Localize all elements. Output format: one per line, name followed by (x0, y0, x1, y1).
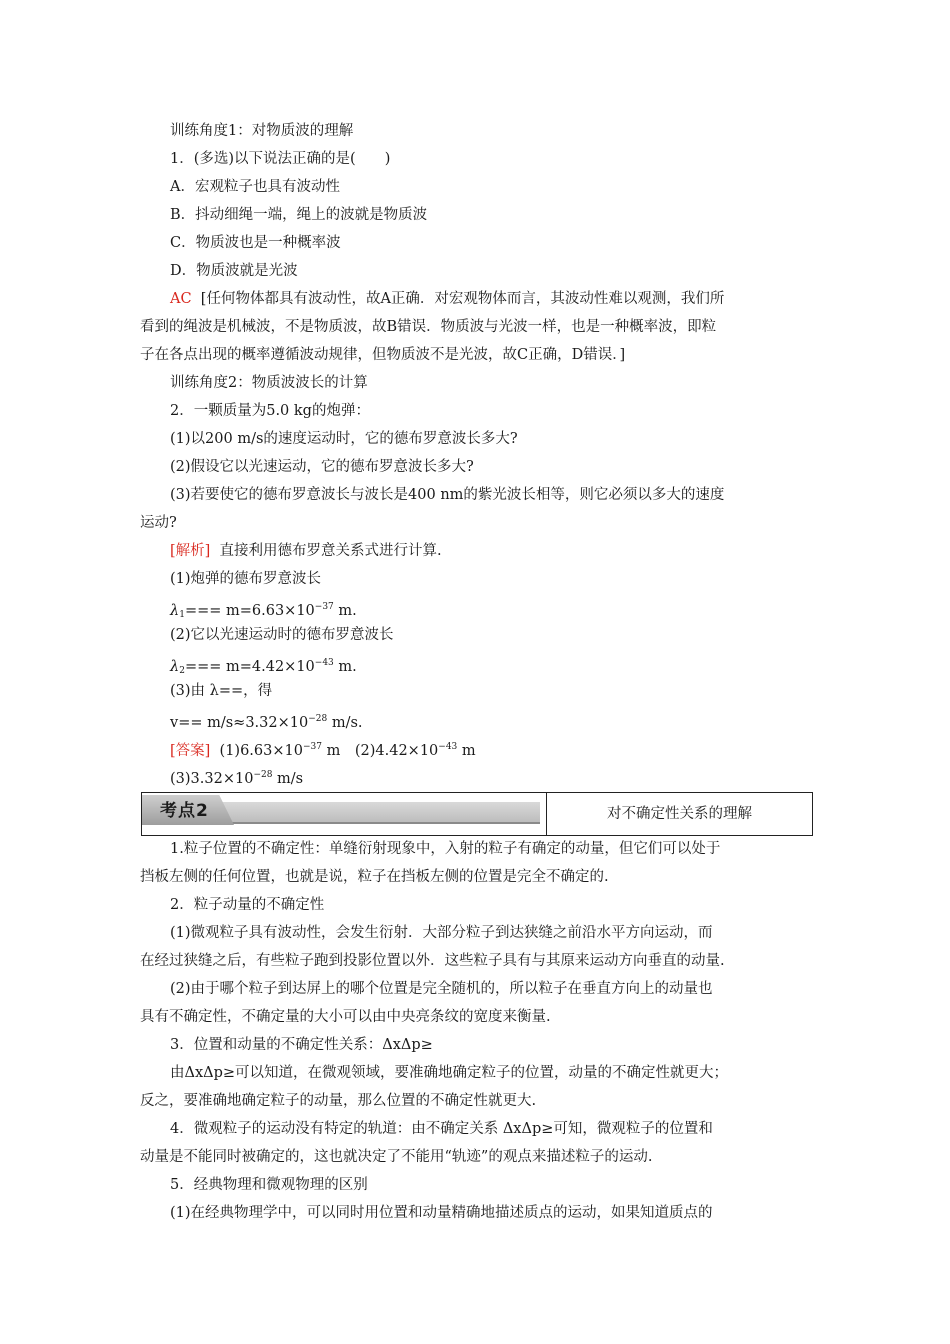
answer-line-2 (140, 762, 850, 788)
subscript: 2 (179, 666, 185, 676)
solution-step-1: (1)炮弹的德布罗意波长 (170, 571, 322, 587)
analysis-text: 直接利用德布罗意关系式进行计算. (219, 543, 442, 559)
answer-text: m (2)4.42×10 (321, 743, 439, 759)
question-1-option-b: B．抖动细绳一端，绳上的波就是物质波 (170, 207, 428, 223)
analysis-tag: [解析] (170, 543, 211, 559)
formula-text: v== m/s≈3.32×10 (170, 715, 309, 731)
lambda-2-formula (140, 650, 850, 676)
unit-text: m. (333, 659, 357, 675)
question-2-stem: 2．一颗质量为5.0 kg的炮弹： (170, 403, 370, 419)
question-2-part-2: (2)假设它以光速运动，它的德布罗意波长多大? (170, 459, 474, 475)
exponent: −43 (314, 658, 334, 668)
point-5-heading: 5．经典物理和微观物理的区别 (170, 1177, 368, 1193)
solution-step-3: (3)由 λ==，得 (170, 683, 273, 699)
unit-text: m (457, 743, 476, 759)
point-2-2-line-2: 具有不确定性，不确定量的大小可以由中央亮条纹的宽度来衡量. (140, 1009, 551, 1025)
answer-key: AC (170, 291, 192, 307)
velocity-formula (140, 706, 850, 732)
answer-tag: [答案] (170, 743, 211, 759)
question-1-explanation-line-3: 子在各点出现的概率遵循波动规律，但物质波不是光波，故C正确，D错误．] (140, 347, 626, 363)
point-2-1-line-2: 在经过狭缝之后，有些粒子跑到投影位置以外．这些粒子具有与其原来运动方向垂直的动量. (140, 953, 725, 969)
question-2-part-3-line-1: (3)若要使它的德布罗意波长与波长是400 nm的紫光波长相等，则它必须以多大的速度 (170, 487, 725, 503)
question-2-part-1: (1)以200 m/s的速度运动时，它的德布罗意波长多大? (170, 431, 518, 447)
kaodian-title: 对不确定性关系的理解 (607, 806, 752, 822)
unit-text: m/s. (327, 715, 363, 731)
point-3-heading: 3．位置和动量的不确定性关系：ΔxΔp≥ (170, 1037, 433, 1053)
question-1-explanation-line-2: 看到的绳波是机械波，不是物质波，故B错误．物质波与光波一样，也是一种概率波，即粒 (140, 319, 717, 335)
point-2-2-line-1: (2)由于哪个粒子到达屏上的哪个位置是完全随机的，所以粒子在垂直方向上的动量也 (170, 981, 713, 997)
question-1-explanation-line-1 (140, 286, 850, 312)
kaodian-label: 考点2 (160, 801, 209, 821)
question-1-option-c: C．物质波也是一种概率波 (170, 235, 341, 251)
formula-text: === m=4.42×10 (184, 659, 315, 675)
formula-text: === m=6.63×10 (184, 603, 315, 619)
point-1-line-1: 1.粒子位置的不确定性：单缝衍射现象中，入射的粒子有确定的动量，但它们可以处于 (170, 841, 721, 857)
lambda-symbol: λ (170, 603, 180, 619)
point-4-line-2: 动量是不能同时被确定的，这也就决定了不能用“轨迹”的观点来描述粒子的运动. (140, 1149, 653, 1165)
point-2-heading: 2．粒子动量的不确定性 (170, 897, 325, 913)
question-2-part-3-line-2: 运动? (140, 515, 177, 531)
point-3-line-1: 由ΔxΔp≥可以知道，在微观领域，要准确地确定粒子的位置，动量的不确定性就更大； (170, 1065, 729, 1081)
lambda-symbol: λ (170, 659, 180, 675)
analysis-line (140, 538, 850, 564)
lambda-1-formula (140, 594, 850, 620)
exponent: −37 (314, 602, 334, 612)
unit-text: m. (333, 603, 357, 619)
exponent: −37 (302, 742, 322, 752)
explanation-text: [任何物体都具有波动性，故A正确．对宏观物体而言，其波动性难以观测，我们所 (200, 291, 725, 307)
answer-line-1 (140, 734, 850, 760)
subscript: 1 (179, 610, 185, 620)
point-4-line-1: 4．微观粒子的运动没有特定的轨道：由不确定关系 ΔxΔp≥可知，微观粒子的位置和 (170, 1121, 713, 1137)
point-3-line-2: 反之，要准确地确定粒子的动量，那么位置的不确定性就更大. (140, 1093, 537, 1109)
solution-step-2: (2)它以光速运动时的德布罗意波长 (170, 627, 394, 643)
question-1-option-a: A．宏观粒子也具有波动性 (170, 179, 340, 195)
training-angle-2: 训练角度2：物质波波长的计算 (170, 375, 368, 391)
question-1-option-d: D．物质波就是光波 (170, 263, 298, 279)
unit-text: m/s (272, 771, 304, 787)
question-1-stem: 1．(多选)以下说法正确的是( ) (170, 151, 391, 167)
point-2-1-line-1: (1)微观粒子具有波动性，会发生衍射．大部分粒子到达狭缝之前沿水平方向运动，而 (170, 925, 713, 941)
kaodian-header (141, 792, 813, 836)
exponent: −28 (308, 714, 328, 724)
kaodian-label-cell (142, 793, 547, 835)
point-5-1-line-1: (1)在经典物理学中，可以同时用位置和动量精确地描述质点的运动，如果知道质点的 (170, 1205, 713, 1221)
training-angle-1: 训练角度1：对物质波的理解 (170, 123, 354, 139)
exponent: −28 (253, 770, 273, 780)
exponent: −43 (438, 742, 458, 752)
answer-text: (1)6.63×10 (219, 743, 303, 759)
point-1-line-2: 挡板左侧的任何位置，也就是说，粒子在挡板左侧的位置是完全不确定的. (140, 869, 609, 885)
answer-text: (3)3.32×10 (170, 771, 254, 787)
